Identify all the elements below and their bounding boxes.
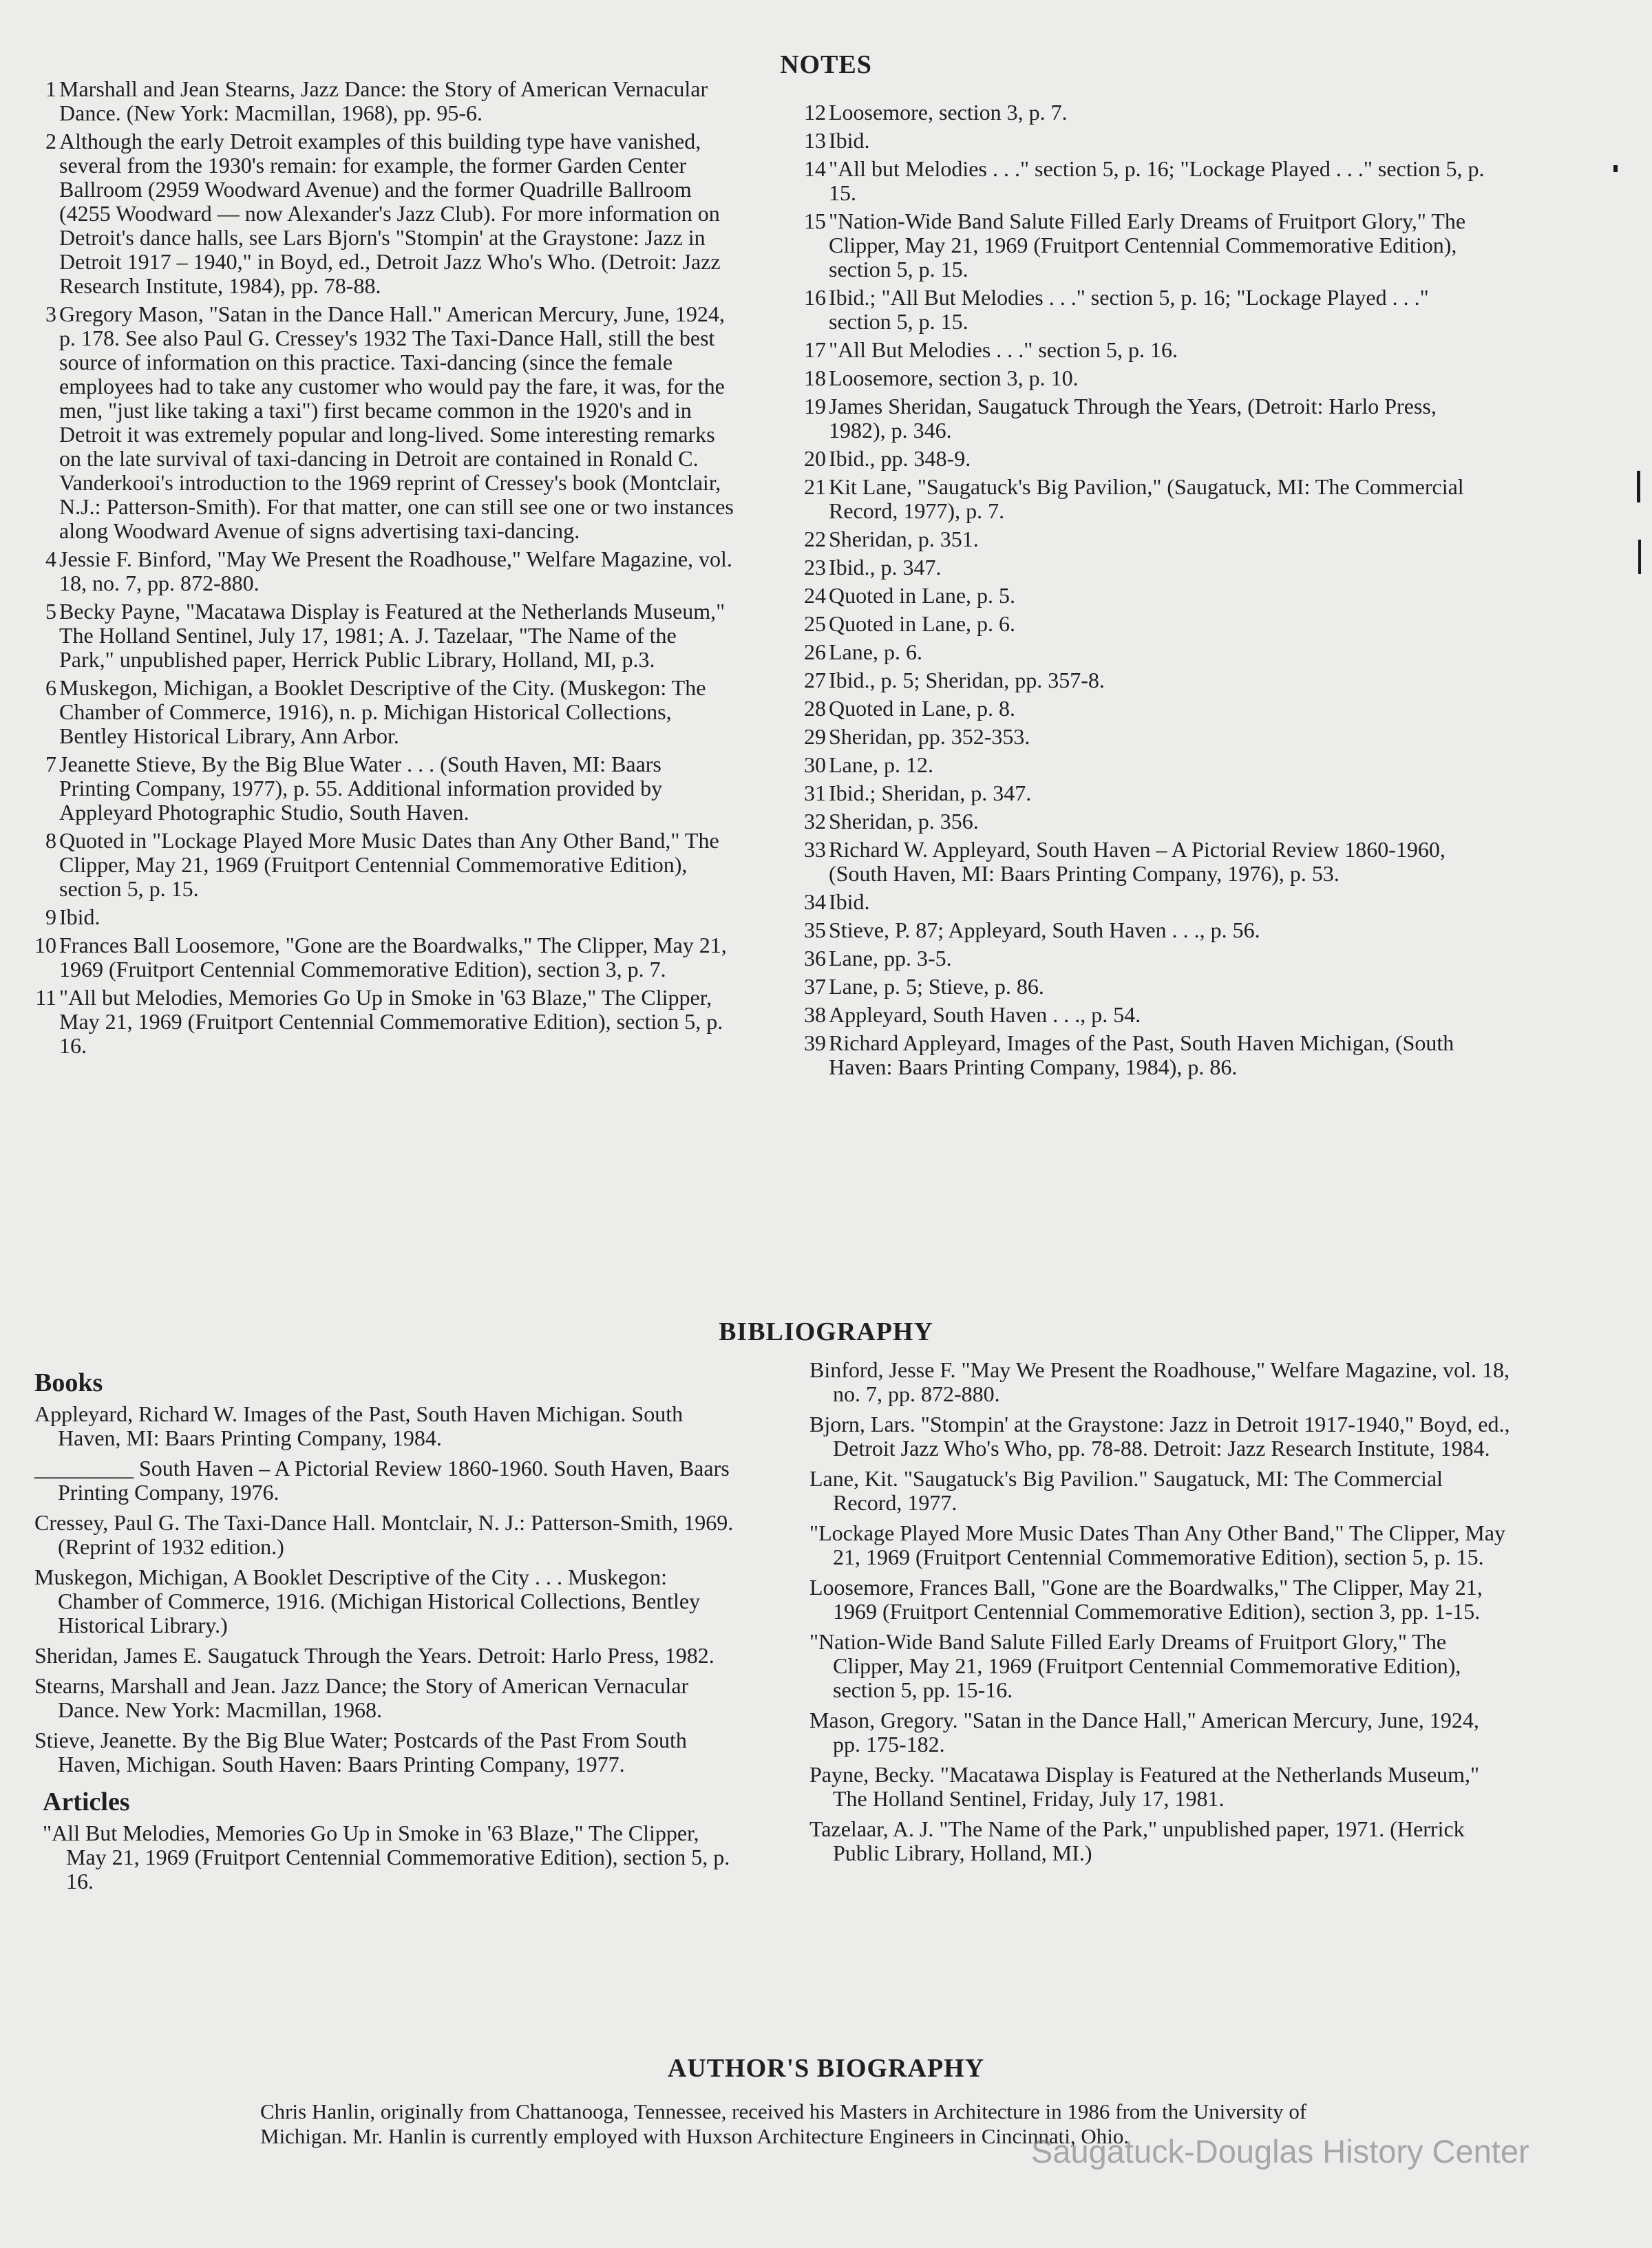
note-text: Richard Appleyard, Images of the Past, South Haven Michigan, (South Haven: Baars Printing Company, 1984), p. 86. — [829, 1030, 1454, 1079]
article-entry: Bjorn, Lars. "Stompin' at the Graystone: Jazz in Detroit 1917-1940," Boyd, ed., Detroit Jazz Who's Who, pp. 78-88. Detroit: Jazz Research Institute, 1984. — [809, 1412, 1510, 1461]
note-text: Frances Ball Loosemore, "Gone are the Boardwalks," The Clipper, May 21, 1969 (Fruitport Centennial Commemorative Edition), section 3, p. 7. — [59, 933, 727, 982]
note-number: 1 — [45, 76, 56, 101]
note-item — [28, 752, 737, 825]
note-item — [797, 640, 1485, 664]
article-entry: Payne, Becky. "Macatawa Display is Featured at the Netherlands Museum," The Holland Sentinel, Friday, July 17, 1981. — [809, 1762, 1480, 1811]
book-entry: Appleyard, Richard W. Images of the Past, South Haven Michigan. South Haven, MI: Baars Printing Company, 1984. — [34, 1401, 684, 1450]
note-number: 29 — [804, 724, 826, 749]
note-number: 22 — [804, 527, 826, 551]
note-item — [797, 809, 1485, 834]
book-entry: _________ South Haven – A Pictorial Review 1860-1960. South Haven, Baars Printing Company, 1976. — [34, 1456, 730, 1505]
note-item — [797, 338, 1485, 362]
notes-left-column — [28, 77, 737, 1062]
note-text: Lane, p. 5; Stieve, p. 86. — [829, 974, 1044, 999]
note-text: Sheridan, p. 356. — [829, 809, 979, 834]
note-number: 10 — [34, 933, 56, 957]
note-item — [797, 918, 1485, 942]
note-item — [797, 612, 1485, 636]
note-item — [797, 209, 1485, 282]
note-item — [28, 676, 737, 748]
note-number: 17 — [804, 337, 826, 362]
note-text: Ibid. — [829, 128, 870, 153]
note-number: 16 — [804, 285, 826, 310]
note-number: 36 — [804, 946, 826, 971]
note-number: 11 — [35, 985, 56, 1010]
note-item — [797, 1003, 1485, 1027]
note-item — [797, 584, 1485, 608]
note-number: 9 — [45, 904, 56, 929]
note-number: 39 — [804, 1030, 826, 1055]
note-text: Sheridan, pp. 352-353. — [829, 724, 1030, 749]
note-text: Lane, p. 12. — [829, 752, 933, 777]
articles-subheading: Articles — [43, 1788, 130, 1816]
note-number: 14 — [804, 156, 826, 181]
note-text: Loosemore, section 3, p. 10. — [829, 365, 1079, 390]
note-number: 33 — [804, 837, 826, 862]
note-item — [797, 946, 1485, 971]
notes-heading: NOTES — [780, 50, 872, 79]
note-item — [28, 986, 737, 1058]
note-item — [797, 838, 1485, 886]
book-entry: Stearns, Marshall and Jean. Jazz Dance; the Story of American Vernacular Dance. New York: Macmillan, 1968. — [34, 1673, 689, 1722]
note-text: Richard W. Appleyard, South Haven – A Pictorial Review 1860-1960, (South Haven, MI: Baars Printing Company, 1976), p. 53. — [829, 837, 1446, 886]
books-list — [34, 1402, 743, 1777]
note-text: Kit Lane, "Saugatuck's Big Pavilion," (Saugatuck, MI: The Commercial Record, 1977), p. 7. — [829, 474, 1464, 523]
note-item — [797, 286, 1485, 334]
watermark: Saugatuck-Douglas History Center — [1031, 2133, 1529, 2170]
note-item — [797, 394, 1485, 443]
note-text: Ibid. — [829, 889, 870, 914]
note-text: Gregory Mason, "Satan in the Dance Hall." American Mercury, June, 1924, p. 178. See also Paul G. Cressey's 1932 The Taxi-Dance Hall, still the best source of information on this practice. Taxi-dancing (since the female employees had to take any customer who would pay the fare, it was, for the men, "just like taking a taxi") first became common in the 1920's and in Detroit it was extremely popular and long-lived. Some interesting remarks on the late survival of taxi-dancing in Detroit are contained in Ronald C. Vanderkooi's introduction to the 1969 reprint of Cressey's book (Montclair, N.J.: Patterson-Smith). For that matter, one can still see one or two instances along Woodward Avenue of signs advertising taxi-dancing. — [59, 301, 734, 543]
note-item — [28, 129, 737, 298]
book-entry: Cressey, Paul G. The Taxi-Dance Hall. Montclair, N. J.: Patterson-Smith, 1969. (Reprint of 1932 edition.) — [34, 1510, 734, 1559]
note-number: 20 — [804, 446, 826, 471]
note-number: 5 — [45, 599, 56, 624]
note-item — [28, 547, 737, 595]
note-number: 32 — [804, 809, 826, 834]
note-item — [797, 475, 1485, 523]
note-item — [797, 366, 1485, 390]
note-text: Ibid.; Sheridan, p. 347. — [829, 781, 1032, 805]
note-text: Quoted in "Lockage Played More Music Dates than Any Other Band," The Clipper, May 21, 1969 (Fruitport Centennial Commemorative Edition), section 5, p. 15. — [59, 828, 719, 901]
page-mark-bottom — [1638, 540, 1641, 574]
note-text: Lane, p. 6. — [829, 639, 922, 664]
note-item — [797, 527, 1485, 551]
page-mark-top — [1637, 471, 1640, 502]
note-text: Ibid. — [59, 904, 100, 929]
article-entry: Tazelaar, A. J. "The Name of the Park," unpublished paper, 1971. (Herrick Public Library, Holland, MI.) — [809, 1816, 1465, 1865]
note-text: Quoted in Lane, p. 5. — [829, 583, 1016, 608]
book-entry: Stieve, Jeanette. By the Big Blue Water; Postcards of the Past From South Haven, Michigan. South Haven: Baars Printing Company, 1977. — [34, 1728, 687, 1777]
note-number: 26 — [804, 639, 826, 664]
note-text: Ibid., p. 5; Sheridan, pp. 357-8. — [829, 668, 1105, 692]
note-text: Sheridan, p. 351. — [829, 527, 979, 551]
note-number: 34 — [804, 889, 826, 914]
note-text: Ibid., pp. 348-9. — [829, 446, 971, 471]
note-text: "All But Melodies . . ." section 5, p. 16. — [829, 337, 1178, 362]
note-text: James Sheridan, Saugatuck Through the Years, (Detroit: Harlo Press, 1982), p. 346. — [829, 394, 1437, 443]
note-item — [797, 447, 1485, 471]
note-text: Muskegon, Michigan, a Booklet Descriptive of the City. (Muskegon: The Chamber of Commerce, 1916), n. p. Michigan Historical Collections, Bentley Historical Library, Ann Arbor. — [59, 675, 706, 748]
biography-heading: AUTHOR'S BIOGRAPHY — [667, 2054, 985, 2083]
bibliography-left-column — [34, 1368, 743, 1900]
note-text: Appleyard, South Haven . . ., p. 54. — [829, 1002, 1141, 1027]
note-number: 38 — [804, 1002, 826, 1027]
note-number: 24 — [804, 583, 826, 608]
note-text: Ibid., p. 347. — [829, 555, 942, 580]
note-item — [797, 1031, 1485, 1079]
note-text: Quoted in Lane, p. 6. — [829, 611, 1016, 636]
note-item — [28, 905, 737, 929]
articles-list-left — [34, 1821, 743, 1894]
note-item — [797, 890, 1485, 914]
note-number: 28 — [804, 696, 826, 721]
note-number: 15 — [804, 209, 826, 233]
note-text: Jeanette Stieve, By the Big Blue Water . . . (South Haven, MI: Baars Printing Company, 1977), p. 55. Additional information provided by Appleyard Photographic Studio, South Haven. — [59, 752, 663, 825]
note-number: 18 — [804, 365, 826, 390]
note-item — [797, 725, 1485, 749]
note-item — [797, 753, 1485, 777]
note-text: Stieve, P. 87; Appleyard, South Haven . . ., p. 56. — [829, 918, 1260, 942]
note-text: Although the early Detroit examples of this building type have vanished, several from the 1930's remain: for example, the former Garden Center Ballroom (2959 Woodward Avenue) and the former Quadrille Ballroom (4255 Woodward — now Alexander's Jazz Club). For more information on Detroit's dance halls, see Lars Bjorn's "Stompin' at the Graystone: Jazz in Detroit 1917 – 1940," in Boyd, ed., Detroit Jazz Who's Who. (Detroit: Jazz Research Institute, 1984), pp. 78-88. — [59, 129, 721, 298]
articles-list-right — [809, 1358, 1512, 1871]
note-text: Marshall and Jean Stearns, Jazz Dance: the Story of American Vernacular Dance. (New York: Macmillan, 1968), pp. 95-6. — [59, 76, 708, 125]
notes-right-column — [797, 100, 1485, 1083]
note-number: 30 — [804, 752, 826, 777]
note-text: Loosemore, section 3, p. 7. — [829, 100, 1068, 125]
note-number: 35 — [804, 918, 826, 942]
note-item — [797, 100, 1485, 125]
note-text: "All but Melodies . . ." section 5, p. 16; "Lockage Played . . ." section 5, p. 15. — [829, 156, 1485, 205]
note-text: Lane, pp. 3-5. — [829, 946, 952, 971]
note-item — [797, 975, 1485, 999]
article-entry: "Nation-Wide Band Salute Filled Early Dreams of Fruitport Glory," The Clipper, May 21, 1969 (Fruitport Centennial Commemorative Edition), section 5, pp. 15-16. — [809, 1629, 1461, 1702]
books-subheading: Books — [34, 1368, 103, 1397]
note-number: 23 — [804, 555, 826, 580]
article-entry: "All But Melodies, Memories Go Up in Smoke in '63 Blaze," The Clipper, May 21, 1969 (Fruitport Centennial Commemorative Edition), section 5, p. 16. — [43, 1821, 730, 1894]
note-item — [797, 668, 1485, 692]
note-text: Ibid.; "All But Melodies . . ." section 5, p. 16; "Lockage Played . . ." section 5, p. 15. — [829, 285, 1429, 334]
note-text: Jessie F. Binford, "May We Present the Roadhouse," Welfare Magazine, vol. 18, no. 7, pp. 872-880. — [59, 547, 732, 595]
book-entry: Muskegon, Michigan, A Booklet Descriptive of the City . . . Muskegon: Chamber of Commerce, 1916. (Michigan Historical Collections, Bentley Historical Library.) — [34, 1565, 701, 1637]
note-item — [28, 933, 737, 982]
note-text: Becky Payne, "Macatawa Display is Featured at the Netherlands Museum," The Holland Sentinel, July 17, 1981; A. J. Tazelaar, "The Name of the Park," unpublished paper, Herrick Public Library, Holland, MI, p.3. — [59, 599, 726, 672]
article-entry: Lane, Kit. "Saugatuck's Big Pavilion." Saugatuck, MI: The Commercial Record, 1977. — [809, 1466, 1443, 1515]
note-number: 4 — [45, 547, 56, 571]
note-number: 37 — [804, 974, 826, 999]
note-number: 25 — [804, 611, 826, 636]
note-item — [28, 302, 737, 543]
article-entry: "Lockage Played More Music Dates Than Any Other Band," The Clipper, May 21, 1969 (Fruitport Centennial Commemorative Edition), section 5, p. 15. — [809, 1520, 1505, 1569]
note-number: 7 — [45, 752, 56, 776]
note-number: 31 — [804, 781, 826, 805]
note-number: 27 — [804, 668, 826, 692]
article-entry: Mason, Gregory. "Satan in the Dance Hall," American Mercury, June, 1924, pp. 175-182. — [809, 1708, 1479, 1757]
note-item — [797, 555, 1485, 580]
note-text: "All but Melodies, Memories Go Up in Smoke in '63 Blaze," The Clipper, May 21, 1969 (Fruitport Centennial Commemorative Edition), section 5, p. 16. — [59, 985, 723, 1058]
book-entry: Sheridan, James E. Saugatuck Through the Years. Detroit: Harlo Press, 1982. — [34, 1643, 714, 1668]
note-number: 12 — [804, 100, 826, 125]
note-number: 6 — [45, 675, 56, 700]
note-number: 2 — [45, 129, 56, 153]
note-number: 21 — [804, 474, 826, 499]
note-text: Quoted in Lane, p. 8. — [829, 696, 1016, 721]
note-item — [28, 829, 737, 901]
note-number: 8 — [45, 828, 56, 853]
note-item — [797, 129, 1485, 153]
note-item — [28, 77, 737, 125]
article-entry: Loosemore, Frances Ball, "Gone are the Boardwalks," The Clipper, May 21, 1969 (Fruitport Centennial Commemorative Edition), section 3, pp. 1-15. — [809, 1575, 1483, 1624]
biography-text: Chris Hanlin, originally from Chattanooga, Tennessee, received his Masters in Architecture in 1986 from the University of Michigan. Mr. Hanlin is currently employed with Huxson Architecture Engineers in Cincinnati, Ohio. — [260, 2099, 1307, 2148]
note-text: "Nation-Wide Band Salute Filled Early Dreams of Fruitport Glory," The Clipper, May 21, 1969 (Fruitport Centennial Commemorative Edition), section 5, p. 15. — [829, 209, 1466, 282]
page-mark-dot — [1613, 165, 1618, 172]
note-number: 13 — [804, 128, 826, 153]
note-item — [28, 600, 737, 672]
note-number: 3 — [45, 301, 56, 326]
note-item — [797, 697, 1485, 721]
bibliography-heading: BIBLIOGRAPHY — [719, 1317, 933, 1346]
note-number: 19 — [804, 394, 826, 418]
note-item — [797, 781, 1485, 805]
note-item — [797, 157, 1485, 205]
article-entry: Binford, Jesse F. "May We Present the Roadhouse," Welfare Magazine, vol. 18, no. 7, pp. 872-880. — [809, 1357, 1510, 1406]
